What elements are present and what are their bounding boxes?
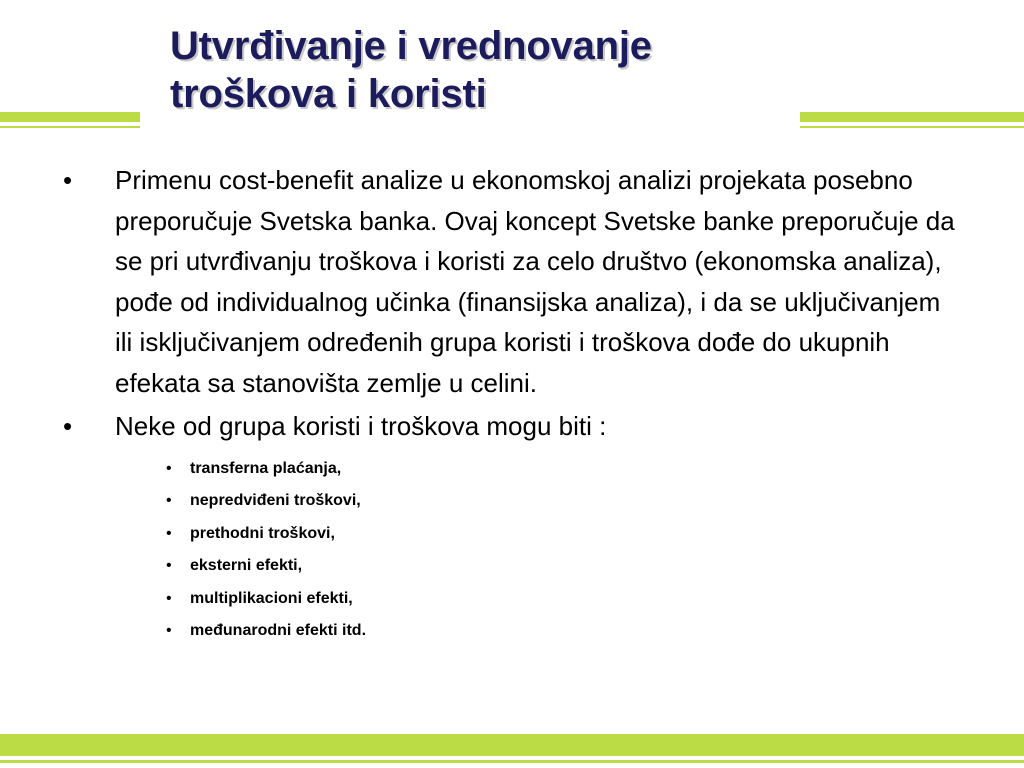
sub-bullet-icon: • bbox=[166, 459, 172, 477]
sub-bullet-icon: • bbox=[166, 589, 172, 607]
sub-bullet-item bbox=[0, 615, 1024, 648]
slide-body bbox=[0, 160, 1024, 648]
header-bar-right bbox=[800, 112, 1024, 122]
sub-bullet-text: međunarodni efekti itd. bbox=[190, 622, 367, 639]
bullet-icon: • bbox=[63, 411, 73, 441]
header-bar-left bbox=[0, 112, 140, 122]
header-rule-left bbox=[0, 126, 140, 128]
sub-bullet-text: transferna plaćanja, bbox=[190, 459, 342, 477]
sub-bullet-text: prethodni troškovi, bbox=[190, 524, 335, 542]
sub-bullet-item bbox=[0, 453, 1024, 486]
bullet-icon: • bbox=[63, 165, 73, 195]
footer-rule bbox=[0, 760, 1024, 763]
footer-bar bbox=[0, 734, 1024, 756]
bullet-text: Primenu cost-benefit analize u ekonomskoj analizi projekata posebno preporučuje Svetska banka. Ovaj koncept Svetske banke preporučuje da se pri utvrđivanju troškova i koristi za celo društvo (ekonomska analiza), pođe od individualnog učinka (finansijska analiza), i da se uključivanjem ili isključivanjem određenih grupa koristi i troškova dođe do ukupnih efekata sa stanovišta zemlje u celini. bbox=[115, 165, 955, 398]
bullet-item bbox=[0, 406, 1024, 447]
sub-bullet-icon: • bbox=[166, 524, 172, 542]
sub-bullet-icon: • bbox=[166, 557, 172, 574]
sub-bullet-item bbox=[0, 583, 1024, 616]
sub-bullet-item bbox=[0, 485, 1024, 518]
sub-bullet-icon: • bbox=[166, 622, 172, 639]
sub-bullet-item bbox=[0, 518, 1024, 551]
slide-title-line-1: Utvrđivanje i vrednovanje bbox=[170, 24, 652, 68]
sub-bullet-item bbox=[0, 550, 1024, 583]
sub-bullet-text: nepredviđeni troškovi, bbox=[190, 492, 361, 509]
slide-title bbox=[170, 22, 810, 118]
sub-bullet-icon: • bbox=[166, 492, 172, 509]
bullet-item bbox=[0, 160, 1024, 403]
sub-bullet-list bbox=[0, 453, 1024, 648]
sub-bullet-text: multiplikacioni efekti, bbox=[190, 589, 353, 607]
bullet-text: Neke od grupa koristi i troškova mogu biti : bbox=[115, 411, 607, 441]
slide-title-line-2: troškova i koristi bbox=[170, 72, 487, 116]
header-rule-right bbox=[800, 126, 1024, 128]
sub-bullet-text: eksterni efekti, bbox=[190, 557, 303, 574]
